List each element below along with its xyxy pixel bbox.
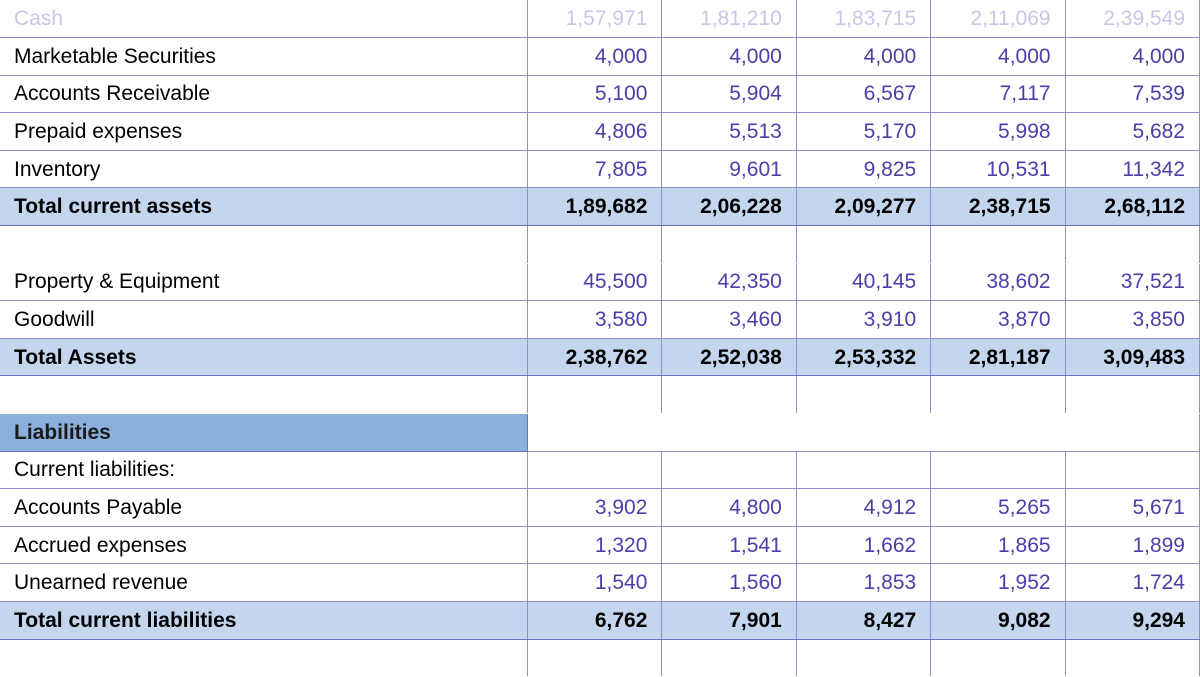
row-value[interactable]: 4,000 [931, 38, 1065, 76]
row-value[interactable]: 1,89,682 [528, 188, 662, 226]
row-label[interactable]: Accrued expenses [0, 526, 528, 564]
row-value[interactable]: 5,998 [931, 113, 1065, 151]
row-value[interactable] [1065, 414, 1199, 452]
table-row[interactable] [0, 376, 1200, 414]
row-value[interactable]: 6,762 [528, 602, 662, 640]
table-row[interactable] [0, 414, 1200, 452]
row-value[interactable]: 42,350 [662, 263, 796, 301]
row-value[interactable]: 1,560 [662, 564, 796, 602]
row-value[interactable]: 3,850 [1065, 301, 1199, 339]
row-value[interactable]: 3,902 [528, 489, 662, 527]
row-value[interactable]: 1,662 [796, 526, 930, 564]
row-value[interactable]: 7,117 [931, 75, 1065, 113]
row-value[interactable]: 2,39,549 [1065, 0, 1199, 38]
row-value[interactable] [796, 226, 930, 264]
row-label[interactable]: Liabilities [0, 414, 528, 452]
row-value[interactable]: 1,724 [1065, 564, 1199, 602]
row-value[interactable]: 4,000 [1065, 38, 1199, 76]
row-label[interactable]: Prepaid expenses [0, 113, 528, 151]
row-value[interactable]: 4,000 [662, 38, 796, 76]
table-row[interactable] [0, 526, 1200, 564]
row-value[interactable] [796, 639, 930, 677]
row-value[interactable] [662, 376, 796, 414]
row-value[interactable] [662, 639, 796, 677]
row-value[interactable]: 3,910 [796, 301, 930, 339]
row-label[interactable] [0, 376, 528, 414]
row-value[interactable]: 3,580 [528, 301, 662, 339]
row-value[interactable]: 5,671 [1065, 489, 1199, 527]
row-value[interactable] [528, 451, 662, 489]
row-value[interactable] [931, 376, 1065, 414]
table-row[interactable] [0, 38, 1200, 76]
row-value[interactable]: 9,082 [931, 602, 1065, 640]
row-value[interactable] [662, 451, 796, 489]
row-value[interactable] [528, 639, 662, 677]
row-value[interactable] [528, 376, 662, 414]
row-value[interactable]: 40,145 [796, 263, 930, 301]
table-row[interactable] [0, 639, 1200, 677]
row-value[interactable]: 5,265 [931, 489, 1065, 527]
row-label[interactable]: Accounts Receivable [0, 75, 528, 113]
table-row[interactable] [0, 113, 1200, 151]
row-value[interactable] [931, 639, 1065, 677]
row-value[interactable]: 6,567 [796, 75, 930, 113]
row-value[interactable]: 9,294 [1065, 602, 1199, 640]
table-row[interactable] [0, 564, 1200, 602]
row-value[interactable]: 11,342 [1065, 150, 1199, 188]
table-row[interactable] [0, 489, 1200, 527]
row-value[interactable] [1065, 451, 1199, 489]
row-value[interactable]: 7,805 [528, 150, 662, 188]
row-value[interactable]: 2,38,762 [528, 338, 662, 376]
row-value[interactable]: 1,83,715 [796, 0, 930, 38]
row-label[interactable]: Inventory [0, 150, 528, 188]
table-row[interactable] [0, 301, 1200, 339]
table-row[interactable] [0, 263, 1200, 301]
row-value[interactable]: 9,601 [662, 150, 796, 188]
table-row[interactable] [0, 226, 1200, 264]
row-label[interactable]: Total current liabilities [0, 602, 528, 640]
row-value[interactable]: 5,170 [796, 113, 930, 151]
row-value[interactable]: 2,11,069 [931, 0, 1065, 38]
row-value[interactable]: 1,81,210 [662, 0, 796, 38]
row-label[interactable]: Cash [0, 0, 528, 38]
row-value[interactable]: 4,000 [528, 38, 662, 76]
table-row[interactable] [0, 602, 1200, 640]
row-value[interactable]: 37,521 [1065, 263, 1199, 301]
row-value[interactable]: 4,912 [796, 489, 930, 527]
row-value[interactable]: 5,904 [662, 75, 796, 113]
table-row[interactable] [0, 451, 1200, 489]
row-label[interactable]: Property & Equipment [0, 263, 528, 301]
row-value[interactable]: 2,06,228 [662, 188, 796, 226]
row-value[interactable] [662, 414, 796, 452]
row-value[interactable] [931, 226, 1065, 264]
row-label[interactable]: Total current assets [0, 188, 528, 226]
row-value[interactable]: 9,825 [796, 150, 930, 188]
row-label[interactable]: Marketable Securities [0, 38, 528, 76]
row-value[interactable]: 1,540 [528, 564, 662, 602]
row-value[interactable]: 5,682 [1065, 113, 1199, 151]
row-value[interactable]: 38,602 [931, 263, 1065, 301]
row-value[interactable]: 4,800 [662, 489, 796, 527]
row-value[interactable]: 4,000 [796, 38, 930, 76]
table-row[interactable] [0, 338, 1200, 376]
row-value[interactable]: 3,870 [931, 301, 1065, 339]
row-value[interactable]: 1,865 [931, 526, 1065, 564]
row-value[interactable]: 2,53,332 [796, 338, 930, 376]
row-value[interactable]: 2,09,277 [796, 188, 930, 226]
row-value[interactable]: 2,81,187 [931, 338, 1065, 376]
row-value[interactable] [796, 376, 930, 414]
row-value[interactable]: 5,100 [528, 75, 662, 113]
row-value[interactable] [1065, 639, 1199, 677]
row-value[interactable]: 7,901 [662, 602, 796, 640]
table-row[interactable] [0, 150, 1200, 188]
row-value[interactable]: 5,513 [662, 113, 796, 151]
table-row[interactable] [0, 0, 1200, 38]
row-label[interactable] [0, 639, 528, 677]
row-value[interactable]: 1,952 [931, 564, 1065, 602]
table-row[interactable] [0, 188, 1200, 226]
row-value[interactable]: 1,853 [796, 564, 930, 602]
row-value[interactable] [931, 451, 1065, 489]
row-value[interactable]: 4,806 [528, 113, 662, 151]
row-label[interactable]: Total Assets [0, 338, 528, 376]
row-value[interactable]: 1,541 [662, 526, 796, 564]
row-value[interactable]: 3,460 [662, 301, 796, 339]
table-row[interactable] [0, 75, 1200, 113]
row-value[interactable]: 2,52,038 [662, 338, 796, 376]
row-value[interactable] [528, 414, 662, 452]
row-value[interactable]: 3,09,483 [1065, 338, 1199, 376]
row-label[interactable]: Current liabilities: [0, 451, 528, 489]
row-value[interactable] [931, 414, 1065, 452]
row-value[interactable] [796, 414, 930, 452]
row-value[interactable] [1065, 376, 1199, 414]
row-value[interactable] [1065, 226, 1199, 264]
row-label[interactable] [0, 226, 528, 264]
row-label[interactable]: Accounts Payable [0, 489, 528, 527]
row-value[interactable]: 7,539 [1065, 75, 1199, 113]
row-value[interactable]: 1,320 [528, 526, 662, 564]
row-label[interactable]: Goodwill [0, 301, 528, 339]
row-value[interactable]: 1,57,971 [528, 0, 662, 38]
row-value[interactable]: 2,68,112 [1065, 188, 1199, 226]
row-value[interactable] [528, 226, 662, 264]
row-label[interactable]: Unearned revenue [0, 564, 528, 602]
row-value[interactable]: 8,427 [796, 602, 930, 640]
row-value[interactable]: 1,899 [1065, 526, 1199, 564]
row-value[interactable]: 10,531 [931, 150, 1065, 188]
row-value[interactable] [662, 226, 796, 264]
row-value[interactable]: 2,38,715 [931, 188, 1065, 226]
row-value[interactable] [796, 451, 930, 489]
row-value[interactable]: 45,500 [528, 263, 662, 301]
